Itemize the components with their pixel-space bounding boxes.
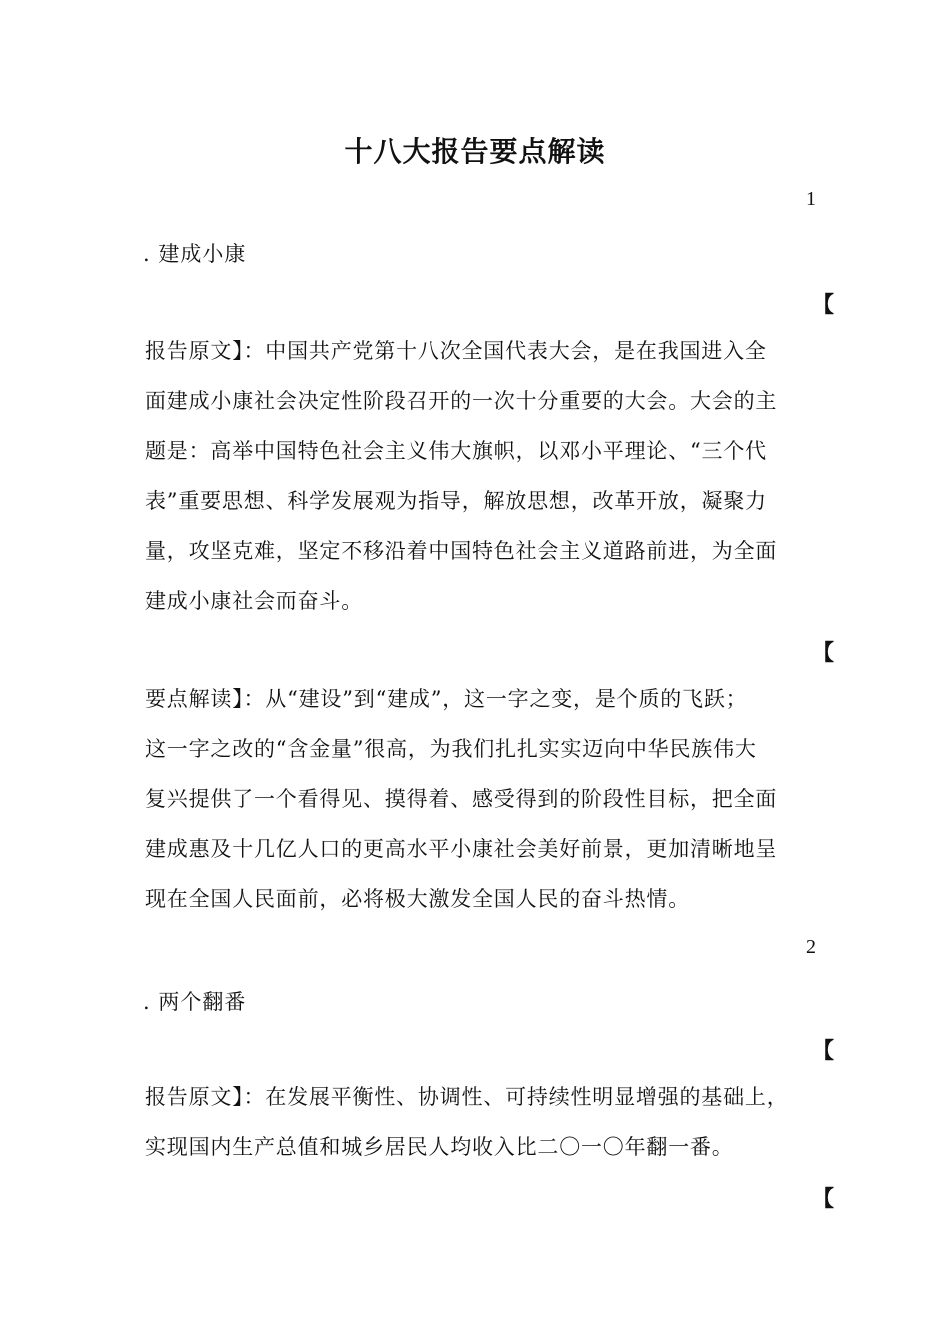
paragraph-line: 要点解读】：从“建设”到“建成”，这一字之变，是个质的飞跃； — [145, 687, 748, 711]
paragraph-line: 现在全国人民面前，必将极大激发全国人民的奋斗热情。 — [145, 887, 690, 911]
paragraph-line: 这一字之改的“含金量”很高，为我们扎扎实实迈向中华民族伟大 — [145, 737, 757, 761]
paragraph-line: 量，攻坚克难，坚定不移沿着中国特色社会主义道路前进，为全面 — [145, 539, 778, 563]
paragraph-line: 实现国内生产总值和城乡居民人均收入比二〇一〇年翻一番。 — [145, 1135, 734, 1159]
paragraph-line: 建成惠及十几亿人口的更高水平小康社会美好前景，更加清晰地呈 — [145, 837, 778, 861]
report-original-paragraph — [145, 1072, 805, 1172]
paragraph-line: 报告原文】：在发展平衡性、协调性、可持续性明显增强的基础上， — [145, 1085, 789, 1109]
bracket-mark: 【 — [812, 640, 835, 666]
section-number: 1 — [806, 188, 816, 210]
paragraph-line: 复兴提供了一个看得见、摸得着、感受得到的阶段性目标，把全面 — [145, 787, 778, 811]
paragraph-line: 题是：高举中国特色社会主义伟大旗帜，以邓小平理论、“三个代 — [145, 439, 767, 463]
section-heading: . 两个翻番 — [143, 990, 247, 1014]
bracket-mark: 【 — [812, 292, 835, 318]
key-point-paragraph — [145, 674, 805, 924]
paragraph-line: 面建成小康社会决定性阶段召开的一次十分重要的大会。大会的主 — [145, 389, 778, 413]
section-heading: . 建成小康 — [143, 242, 247, 266]
paragraph-line: 建成小康社会而奋斗。 — [145, 589, 363, 613]
section-number: 2 — [806, 936, 816, 958]
bracket-mark: 【 — [812, 1038, 835, 1064]
bracket-mark: 【 — [812, 1186, 835, 1212]
report-original-paragraph — [145, 326, 805, 626]
paragraph-line: 表”重要思想、科学发展观为指导，解放思想，改革开放，凝聚力 — [145, 489, 767, 513]
paragraph-line: 报告原文】：中国共产党第十八次全国代表大会，是在我国进入全 — [145, 339, 767, 363]
document-title: 十八大报告要点解读 — [344, 135, 606, 168]
